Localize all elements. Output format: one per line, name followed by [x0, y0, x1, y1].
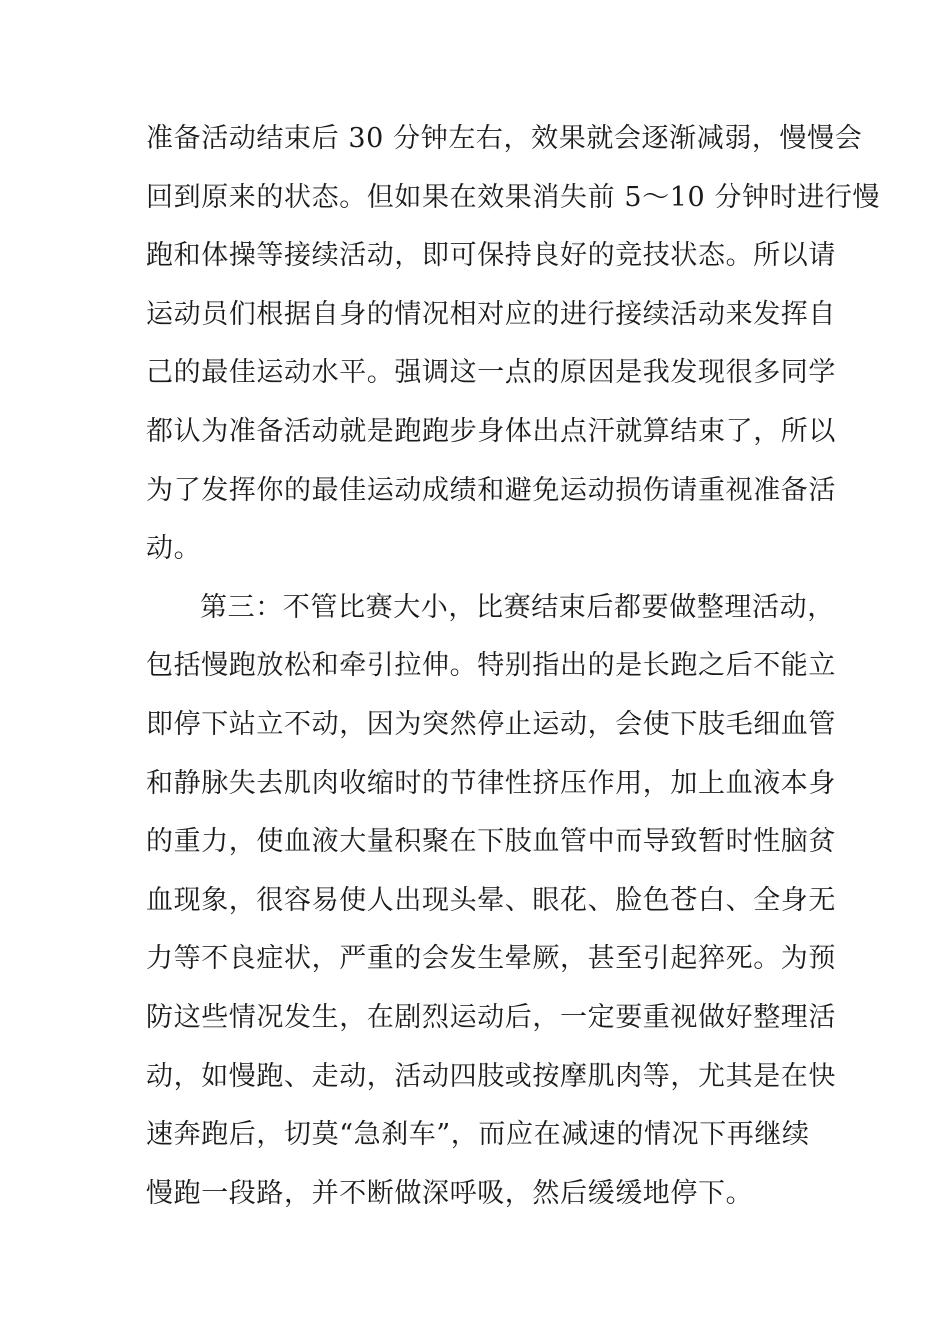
- text-line: 回到原来的状态。但如果在效果消失前 5～10 分钟时进行慢: [146, 182, 881, 213]
- text-line: 速奔跑后，切莫“急刹车”，而应在减速的情况下再继续: [146, 1119, 810, 1150]
- text-line: 准备活动结束后 30 分钟左右，效果就会逐渐减弱，慢慢会: [146, 123, 863, 154]
- text-line: 都认为准备活动就是跑跑步身体出点汗就算结束了，所以: [146, 416, 836, 447]
- text-line: 动，如慢跑、走动，活动四肢或按摩肌肉等，尤其是在快: [146, 1061, 836, 1092]
- text-line: 血现象，很容易使人出现头晕、眼花、脸色苍白、全身无: [146, 885, 836, 916]
- text-line: 动。: [146, 533, 202, 564]
- text-line: 跑和体操等接续活动，即可保持良好的竞技状态。所以请: [146, 240, 836, 271]
- text-line: 的重力，使血液大量积聚在下肢血管中而导致暂时性脑贫: [146, 826, 836, 857]
- text-line: 为了发挥你的最佳运动成绩和避免运动损伤请重视准备活: [146, 475, 836, 506]
- text-line: 即停下站立不动，因为突然停止运动，会使下肢毛细血管: [146, 709, 836, 740]
- paragraph-start-line: 第三：不管比赛大小，比赛结束后都要做整理活动，: [200, 592, 835, 623]
- text-line: 力等不良症状，严重的会发生晕厥，甚至引起猝死。为预: [146, 943, 836, 974]
- text-line: 和静脉失去肌肉收缩时的节律性挤压作用，加上血液本身: [146, 768, 836, 799]
- text-line: 防这些情况发生，在剧烈运动后，一定要重视做好整理活: [146, 1002, 836, 1033]
- text-line: 慢跑一段路，并不断做深呼吸，然后缓缓地停下。: [146, 1178, 754, 1209]
- text-line: 运动员们根据自身的情况相对应的进行接续活动来发挥自: [146, 299, 836, 330]
- text-line: 包括慢跑放松和牵引拉伸。特别指出的是长跑之后不能立: [146, 650, 836, 681]
- text-line: 己的最佳运动水平。强调这一点的原因是我发现很多同学: [146, 357, 836, 388]
